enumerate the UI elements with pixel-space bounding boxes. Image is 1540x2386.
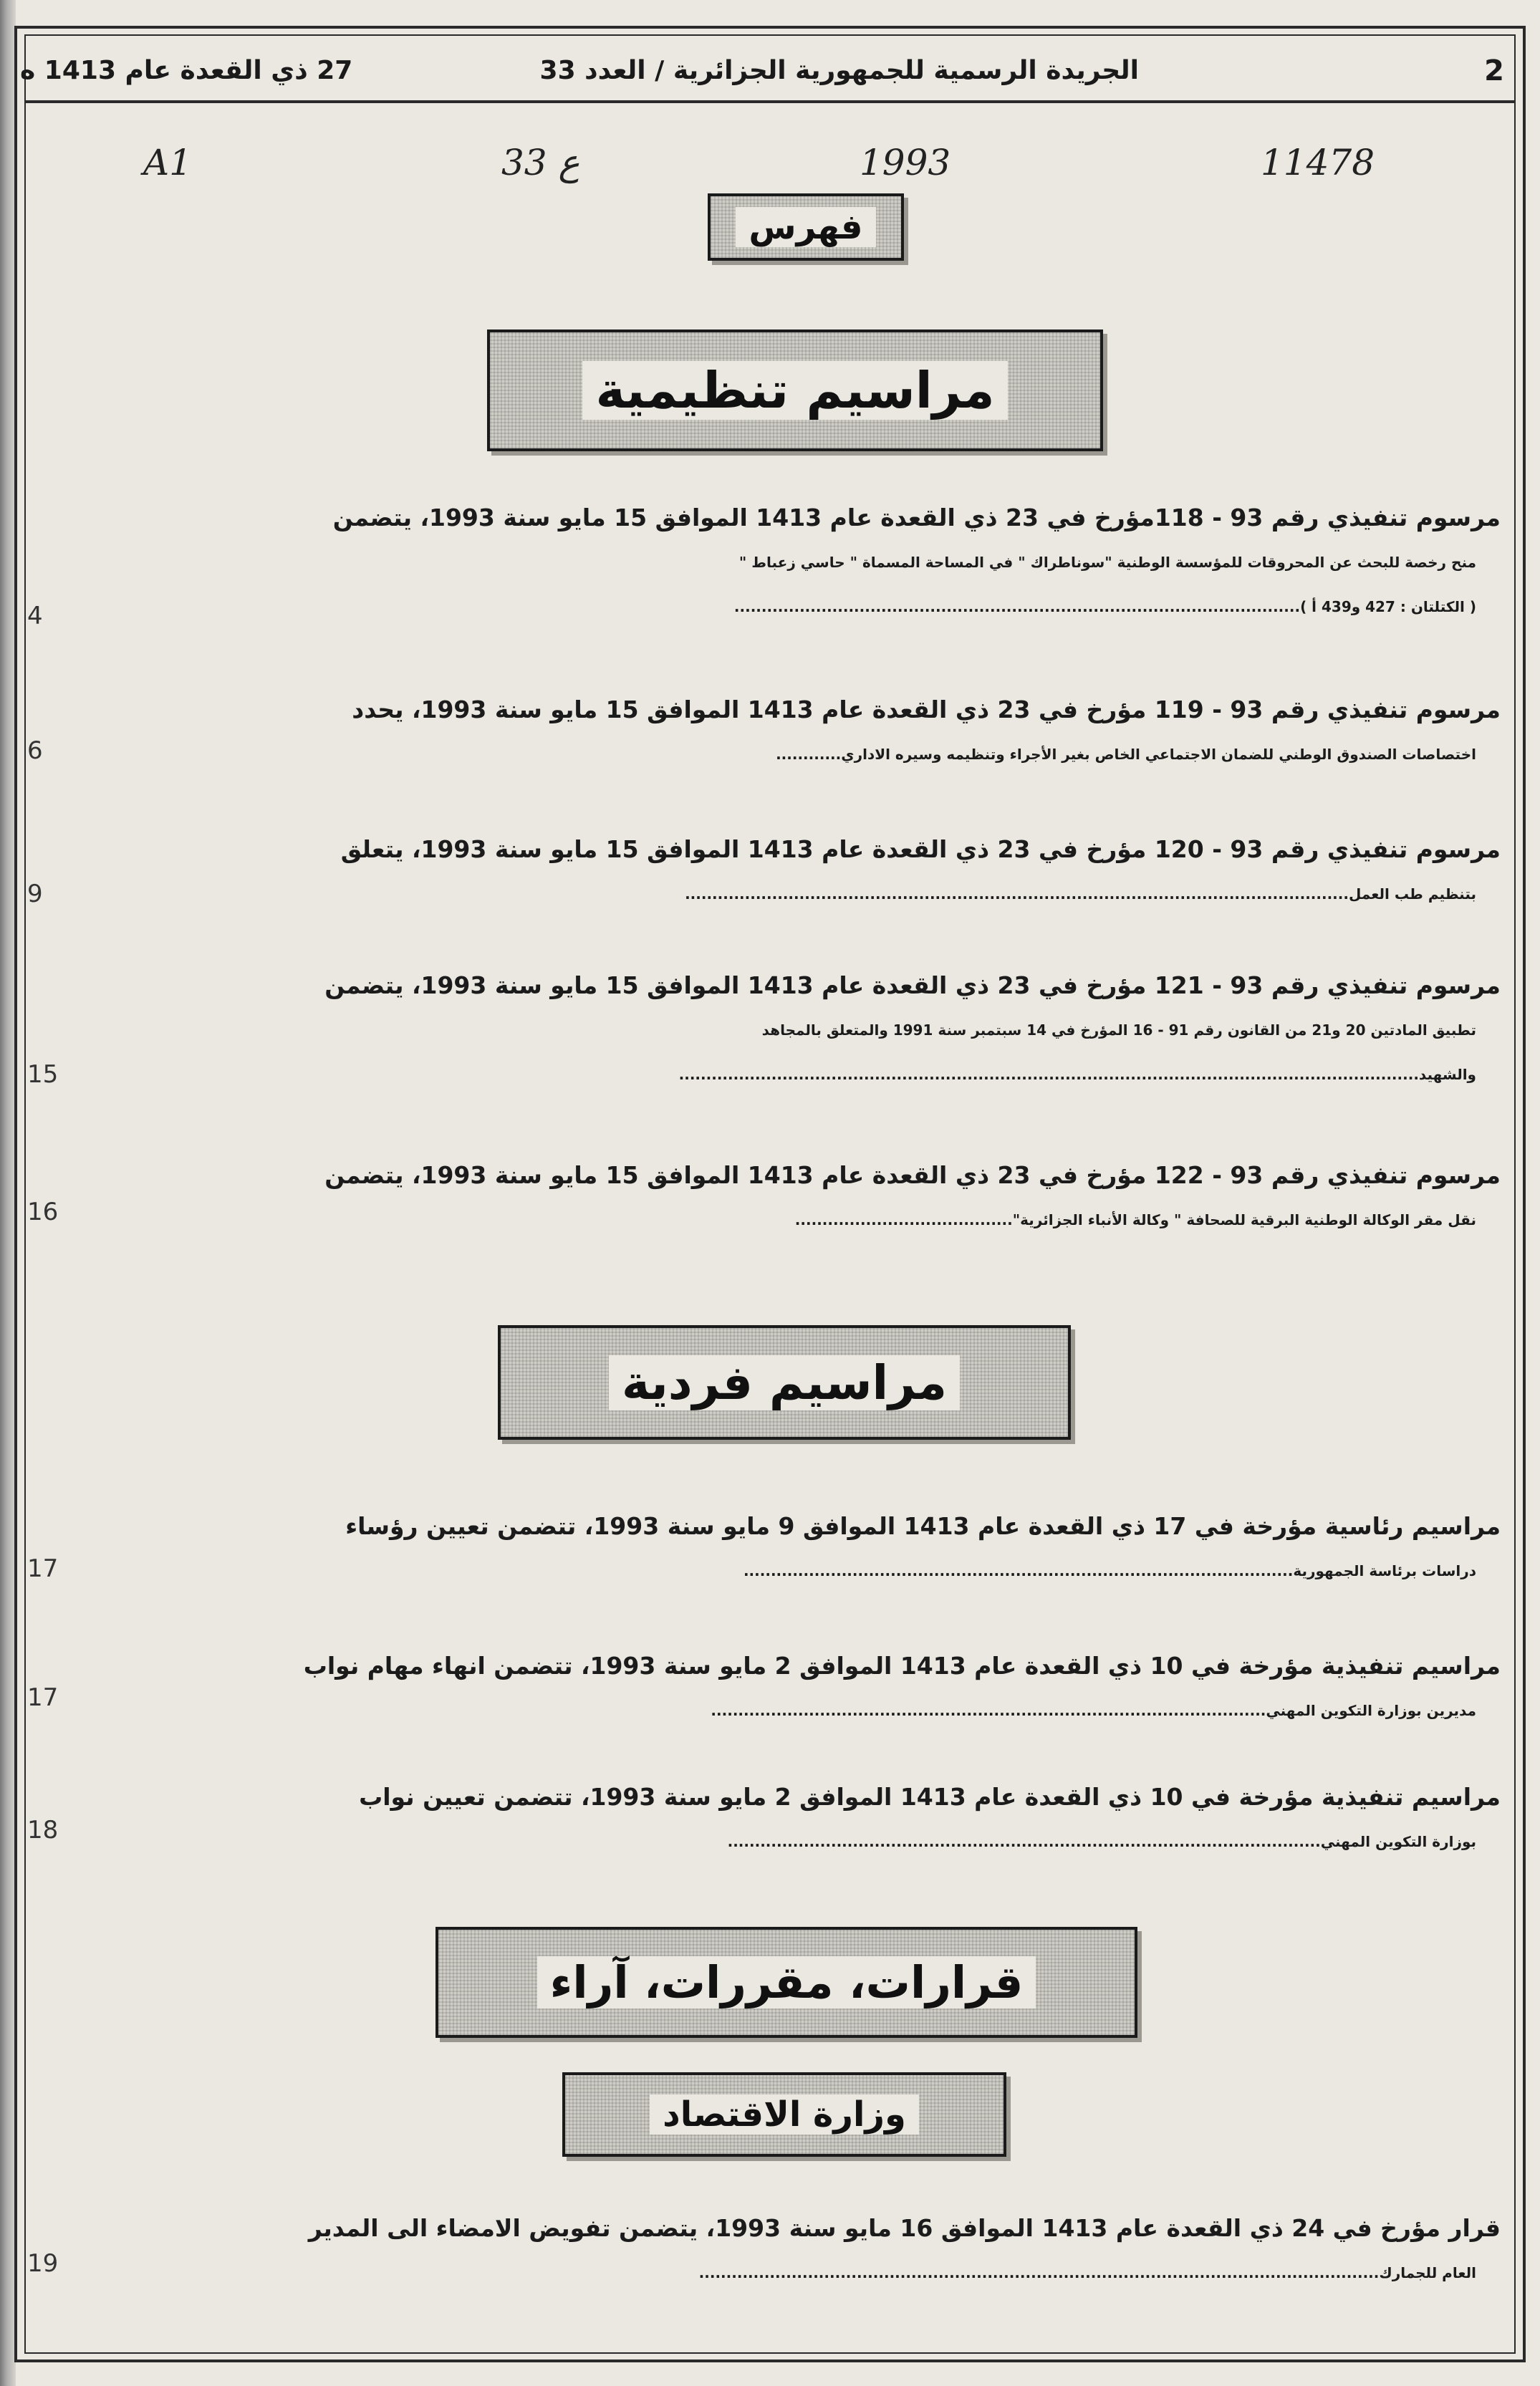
section-heading-individual: مراسيم فردية: [609, 1355, 960, 1410]
entry-line: مرسوم تنفيذي رقم 93 - 119 مؤرخ في 23 ذي القعدة عام 1413 الموافق 15 مايو سنة 1993، يحدد: [352, 696, 1501, 723]
entry-line: مرسوم تنفيذي رقم 93 - 122 مؤرخ في 23 ذي القعدة عام 1413 الموافق 15 مايو سنة 1993، يتضمن: [324, 1161, 1501, 1189]
page-ref: 15: [27, 1060, 59, 1089]
entry-line: نقل مقر الوكالة الوطنية البرقية للصحافة " وكالة الأنباء الجزائرية"........................................: [794, 1211, 1476, 1228]
page-ref: 18: [27, 1816, 59, 1844]
page-ref: 9: [27, 880, 43, 908]
section-heading-decisions: قرارات، مقررات، آراء: [537, 1956, 1036, 2009]
page-ref: 17: [27, 1554, 59, 1583]
handwritten-note: 1993: [860, 142, 951, 183]
entry-line: بوزارة التكوين المهني.............................................................................................................: [727, 1833, 1476, 1850]
page-ref: 6: [27, 736, 43, 765]
page-number: 2: [1484, 54, 1504, 87]
entry-line: بتنظيم طب العمل..........................................................................................................................: [685, 885, 1476, 903]
entry-line: مراسيم رئاسية مؤرخة في 17 ذي القعدة عام 1413 الموافق 9 مايو سنة 1993، تتضمن تعيين رؤساء: [345, 1512, 1501, 1540]
binding-shadow: [0, 0, 16, 2386]
ministry-heading-box: [562, 2072, 1006, 2157]
entry-line: منح رخصة للبحث عن المحروقات للمؤسسة الوطنية "سوناطراك " في المساحة المسماة " حاسي زعباط ": [738, 554, 1476, 571]
handwritten-note: 11478: [1261, 142, 1375, 183]
toc-entry: [100, 1644, 1501, 1733]
toc-entry: [100, 1153, 1501, 1242]
entry-line: اختصاصات الصندوق الوطني للضمان الاجتماعي الخاص بغير الأجراء وتنظيمه وسيره الاداري............: [776, 746, 1476, 763]
entry-line: ( الكتلتان : 427 و439 أ )........................................................................................................: [733, 598, 1476, 615]
page-ref: 17: [27, 1683, 59, 1712]
entry-line: قرار مؤرخ في 24 ذي القعدة عام 1413 الموافق 16 مايو سنة 1993، يتضمن تفويض الامضاء الى المدير: [308, 2214, 1501, 2242]
entry-line: مرسوم تنفيذي رقم 93 - 120 مؤرخ في 23 ذي القعدة عام 1413 الموافق 15 مايو سنة 1993، يتعلق: [340, 835, 1501, 863]
page-ref: 16: [27, 1198, 59, 1226]
toc-entry: [100, 496, 1501, 629]
toc-entry: [100, 827, 1501, 916]
index-heading: فهرس: [736, 207, 875, 247]
section-heading-box: [498, 1325, 1071, 1440]
handwritten-note: 33 ع: [501, 142, 580, 183]
section-heading-regulatory: مراسيم تنظيمية: [582, 361, 1007, 420]
toc-entry: [100, 688, 1501, 776]
toc-entry: [100, 2206, 1501, 2295]
entry-line: دراسات برئاسة الجمهورية.....................................................................................................: [743, 1562, 1476, 1579]
handwritten-note: A1: [143, 142, 192, 183]
toc-entry: [100, 963, 1501, 1097]
section-heading-box: [435, 1927, 1137, 2038]
issue-date: 27 ذي القعدة عام 1413 ه: [20, 56, 353, 85]
entry-line: مديرين بوزارة التكوين المهني......................................................................................................: [711, 1702, 1476, 1719]
ministry-heading: وزارة الاقتصاد: [650, 2094, 919, 2135]
page-ref: 4: [27, 602, 43, 630]
entry-line: تطبيق المادتين 20 و21 من القانون رقم 91 - 16 المؤرخ في 14 سبتمبر سنة 1991 والمتعلق بالمجاهد: [761, 1021, 1476, 1039]
entry-line: العام للجمارك.............................................................................................................................: [698, 2264, 1476, 2281]
index-heading-box: [708, 193, 904, 261]
entry-line: مراسيم تنفيذية مؤرخة في 10 ذي القعدة عام 1413 الموافق 2 مايو سنة 1993، تتضمن انهاء مهام نواب: [303, 1652, 1501, 1680]
publication-title: الجريدة الرسمية للجمهورية الجزائرية / العدد 33: [539, 56, 1139, 85]
toc-entry: [100, 1775, 1501, 1864]
entry-line: مرسوم تنفيذي رقم 93 - 118مؤرخ في 23 ذي القعدة عام 1413 الموافق 15 مايو سنة 1993، يتضمن: [332, 504, 1501, 531]
section-heading-box: [487, 329, 1103, 451]
header-rule: [24, 100, 1516, 103]
entry-line: والشهيد........................................................................................................................................: [678, 1066, 1476, 1083]
toc-entry: [100, 1504, 1501, 1593]
entry-line: مراسيم تنفيذية مؤرخة في 10 ذي القعدة عام 1413 الموافق 2 مايو سنة 1993، تتضمن تعيين نواب: [359, 1783, 1501, 1811]
page-ref: 19: [27, 2249, 59, 2278]
entry-line: مرسوم تنفيذي رقم 93 - 121 مؤرخ في 23 ذي القعدة عام 1413 الموافق 15 مايو سنة 1993، يتضمن: [324, 971, 1501, 999]
